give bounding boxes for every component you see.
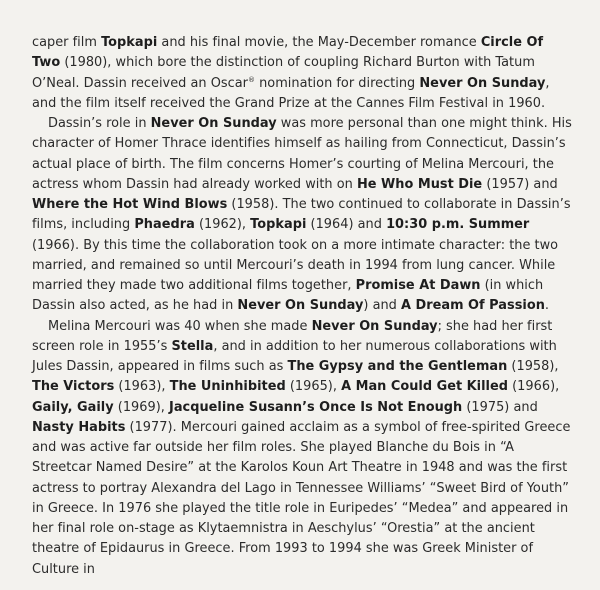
film-title: Never On Sunday: [237, 298, 364, 314]
text-run: (1975) and: [462, 399, 538, 415]
text-run: (in which Dassin also acted, as he had in: [32, 278, 544, 314]
text-run: (1980), which bore the distinction of coupling Richard Burton with Tatum O’Neal. Dassin received an Oscar: [32, 55, 535, 91]
film-title: Promise At Dawn: [355, 278, 481, 293]
body-paragraph: [32, 33, 572, 114]
text-run: (1965),: [285, 379, 342, 395]
text-run: (1958). The two continued to collaborate in Dassin’s films, including: [32, 197, 571, 233]
film-title: A Man Could Get Killed: [341, 379, 509, 395]
text-run: and his final movie, the May-December romance: [157, 35, 481, 50]
text-run: , and the film itself received the Grand Prize at the Cannes Film Festival in 1960.: [32, 75, 550, 111]
film-title: Gaily, Gaily: [32, 399, 114, 415]
film-title: The Uninhibited: [169, 379, 286, 395]
text-run: Melina Mercouri was 40 when she made: [48, 318, 312, 334]
film-title: Never On Sunday: [419, 75, 546, 91]
body-paragraph: [32, 317, 572, 580]
film-title: A Dream Of Passion: [401, 298, 545, 314]
text-run: ; she had her first screen role in 1955’s: [32, 318, 553, 354]
text-run: (1964) and: [306, 217, 387, 233]
film-title: Where the Hot Wind Blows: [32, 197, 228, 212]
film-title: He Who Must Die: [356, 176, 483, 192]
text-run: (1958),: [507, 359, 559, 374]
text-run: nomination for directing: [254, 75, 420, 91]
film-title: Phaedra: [134, 217, 195, 233]
text-run: was more personal than one might think. His character of Homer Thrace identifies himself as hailing from Connecticut, Dassin’s actual place of birth. The film concerns Homer’s courting of Melina Mercouri, the actress whom Dassin had already worked with on: [32, 116, 572, 192]
text-run: (1963),: [114, 379, 170, 395]
body-paragraph: [32, 114, 572, 317]
text-run: (1966). By this time the collaboration took on a more intimate character: the two married, and remained so until Mercouri’s death in 1994 from lung cancer. While married they made two additional films together,: [32, 237, 559, 293]
film-title: 10:30 p.m. Summer: [386, 217, 530, 233]
film-title: The Gypsy and the Gentleman: [287, 359, 508, 374]
film-title: Nasty Habits: [32, 419, 126, 435]
film-title: Topkapi: [101, 35, 158, 50]
registered-mark: ®: [247, 75, 255, 84]
text-run: ) and: [363, 298, 402, 314]
text-run: (1962),: [194, 217, 251, 233]
text-run: caper film: [32, 35, 102, 50]
text-run: (1969),: [113, 399, 170, 415]
text-run: , and in addition to her numerous collaborations with Jules Dassin, appeared in films such as: [32, 338, 557, 374]
film-title: Never On Sunday: [150, 116, 277, 131]
film-title: Circle Of Two: [32, 35, 544, 71]
text-run: Dassin’s role in: [48, 116, 151, 131]
film-title: Never On Sunday: [311, 318, 438, 334]
text-run: (1966),: [508, 379, 560, 395]
film-title: The Victors: [32, 379, 115, 395]
text-run: .: [544, 298, 550, 314]
text-run: (1957) and: [482, 176, 558, 192]
film-title: Stella: [171, 338, 214, 354]
text-run: (1977). Mercouri gained acclaim as a symbol of free-spirited Greece and was active far outside her film roles. She played Blanche du Bois in “A Streetcar Named Desire” at the Karolos Koun Art Theatre in 1948 and was the first actress to portray Alexandra del Lago in Tennessee Williams’ “Sweet Bird of Youth” in Greece. In 1976 she played the title role in Euripedes’ “Medea” and appeared in her final role on-stage as Klytaemnistra in Aeschylus’ “Orestia” at the ancient theatre of Epidaurus in Greece. From 1993 to 1994 she was Greek Minister of Culture in: [32, 419, 571, 577]
film-title: Jacqueline Susann’s Once Is Not Enough: [169, 399, 463, 415]
film-title: Topkapi: [250, 217, 307, 233]
text-body: [32, 33, 572, 580]
